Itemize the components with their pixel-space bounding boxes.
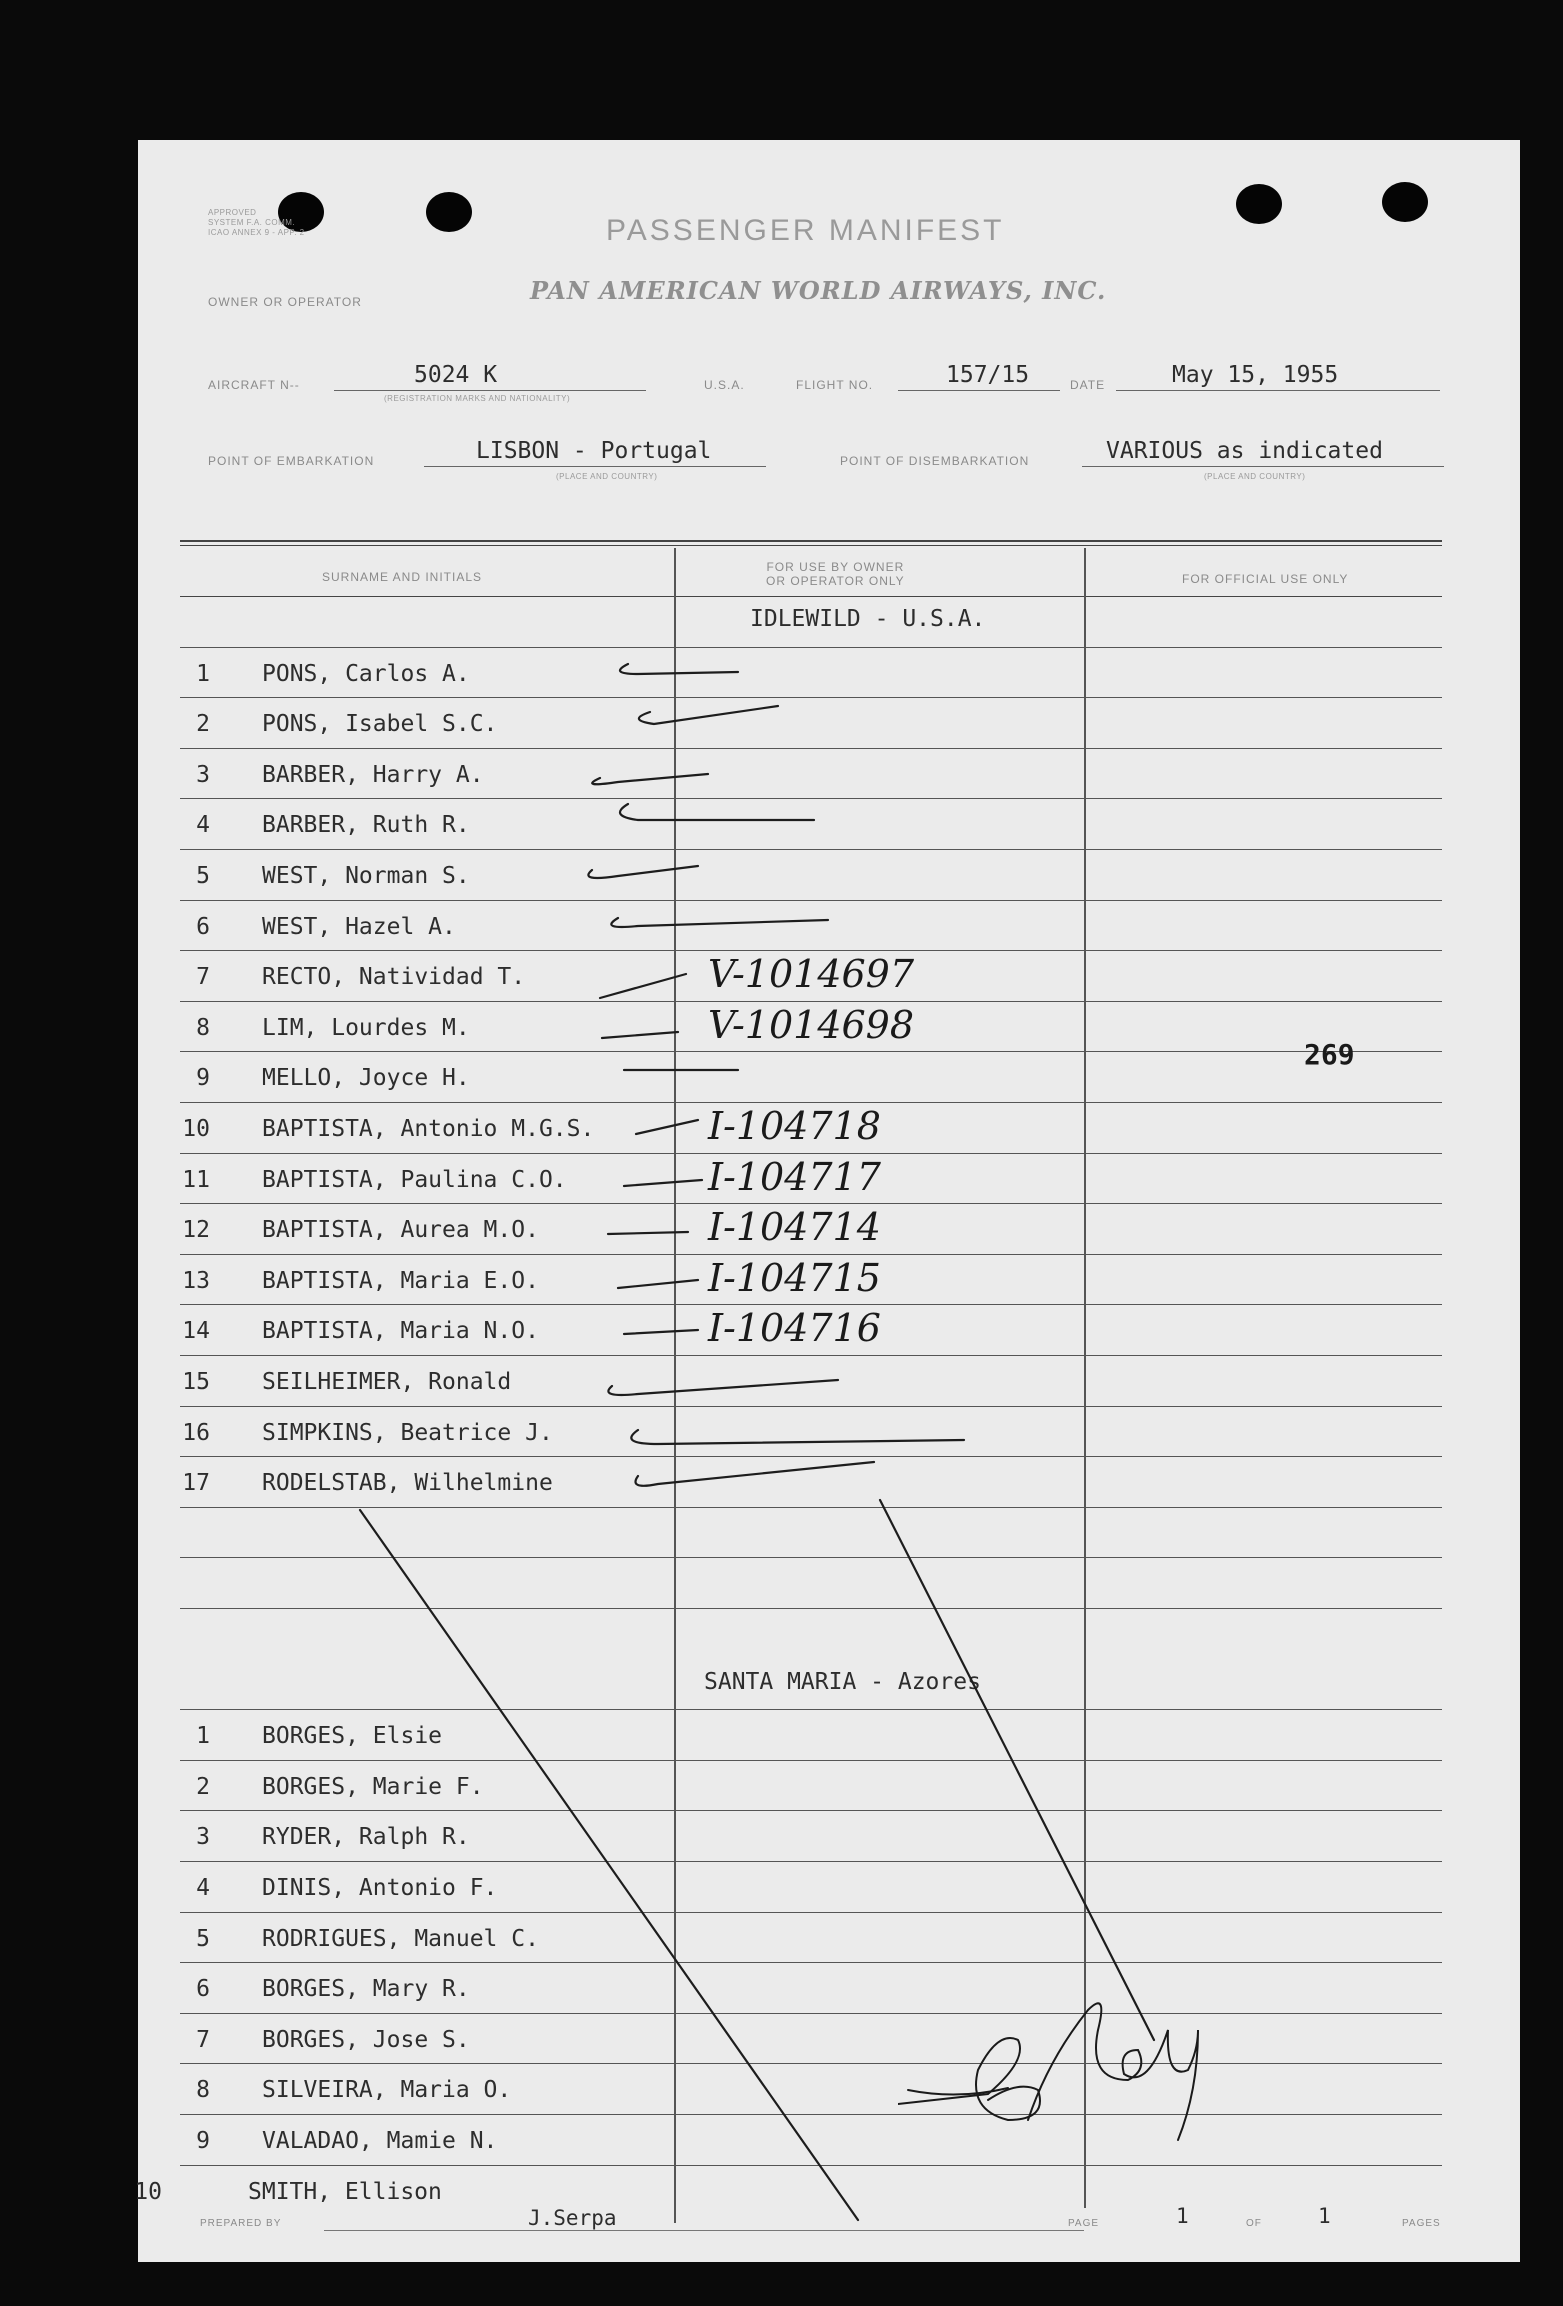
passenger-number: 1	[196, 1723, 210, 1750]
visa-number: V-1014697	[708, 952, 915, 997]
passenger-number: 6	[196, 1976, 210, 2003]
passenger-name: RODRIGUES, Manuel C.	[262, 1925, 539, 1952]
signature	[898, 1970, 1218, 2170]
date-label: DATE	[1070, 378, 1106, 392]
passenger-number: 1	[196, 660, 210, 687]
passenger-number: 12	[182, 1217, 210, 1244]
passenger-name: SILVEIRA, Maria O.	[262, 2077, 512, 2104]
visa-number: I-104718	[708, 1104, 881, 1148]
passenger-number: 10	[182, 1116, 210, 1142]
passenger-number: 17	[182, 1470, 210, 1497]
page-value: 1	[1176, 2204, 1189, 2228]
passenger-name: WEST, Norman S.	[262, 863, 470, 889]
passenger-name: PONS, Carlos A.	[262, 660, 470, 687]
visa-number: I-104714	[708, 1205, 881, 1250]
flight-label: FLIGHT NO.	[796, 378, 874, 392]
aircraft-value: 5024 K	[414, 362, 498, 388]
passenger-number: 2	[196, 711, 210, 738]
passenger-number: 8	[196, 1014, 210, 1041]
passenger-number: 16	[182, 1419, 210, 1446]
passenger-number: 14	[182, 1318, 210, 1345]
approval-note: APPROVED SYSTEM F.A. COMM. ICAO ANNEX 9 - APP. 2	[208, 208, 305, 237]
passenger-number: 9	[196, 2128, 210, 2154]
passenger-number: 8	[196, 2077, 210, 2104]
handwritten-marks	[138, 140, 1520, 2262]
passenger-number: 11	[182, 1166, 210, 1193]
column-header-owner: FOR USE BY OWNER OR OPERATOR ONLY	[766, 560, 905, 588]
visa-number: V-1014698	[708, 1002, 915, 1047]
passenger-name: BORGES, Marie F.	[262, 1773, 484, 1800]
passenger-number: 13	[182, 1267, 210, 1294]
page-label: PAGE	[1068, 2218, 1100, 2229]
visa-number: I-104715	[708, 1255, 881, 1300]
operator-name: PAN AMERICAN WORLD AIRWAYS, INC.	[530, 276, 1107, 305]
passenger-name: SMITH, Ellison	[248, 2178, 442, 2205]
passenger-number: 3	[196, 1824, 210, 1851]
destination-heading: IDLEWILD - U.S.A.	[750, 606, 986, 632]
passenger-name: SIMPKINS, Beatrice J.	[262, 1419, 553, 1446]
passenger-number: 3	[196, 761, 210, 788]
passenger-name: BAPTISTA, Aurea M.O.	[262, 1217, 539, 1244]
passenger-name: BORGES, Elsie	[262, 1723, 443, 1750]
passenger-name: PONS, Isabel S.C.	[262, 711, 498, 738]
passenger-name: BAPTISTA, Antonio M.G.S.	[262, 1116, 595, 1142]
prepared-underline	[324, 2230, 1084, 2231]
destination-heading: SANTA MARIA - Azores	[704, 1668, 981, 1695]
of-label: OF	[1246, 2218, 1262, 2229]
passenger-name: MELLO, Joyce H.	[262, 1065, 470, 1092]
disembark-value: VARIOUS as indicated	[1106, 438, 1383, 464]
manifest-sheet	[134, 140, 1520, 2262]
column-header-official: FOR OFFICIAL USE ONLY	[1182, 572, 1349, 586]
passenger-number: 7	[196, 2026, 210, 2053]
passenger-name: BAPTISTA, Maria E.O.	[262, 1267, 539, 1294]
passenger-name: BORGES, Jose S.	[262, 2026, 470, 2053]
passenger-name: BAPTISTA, Paulina C.O.	[262, 1166, 567, 1193]
passenger-name: LIM, Lourdes M.	[262, 1014, 470, 1041]
pages-label: PAGES	[1402, 2218, 1441, 2229]
usa-label: U.S.A.	[704, 378, 745, 392]
form-title: PASSENGER MANIFEST	[606, 214, 1005, 247]
passenger-number: 4	[196, 812, 210, 839]
operator-label: OWNER OR OPERATOR	[208, 295, 362, 309]
embark-place-note: (PLACE AND COUNTRY)	[556, 472, 658, 481]
passenger-number: 9	[196, 1065, 210, 1092]
embark-label: POINT OF EMBARKATION	[208, 454, 375, 468]
passenger-number: 7	[196, 964, 210, 991]
passenger-name: RYDER, Ralph R.	[262, 1824, 470, 1851]
passenger-name: RODELSTAB, Wilhelmine	[262, 1470, 553, 1497]
passenger-name: BARBER, Harry A.	[262, 761, 484, 788]
visa-number: I-104716	[708, 1306, 881, 1351]
passenger-number: 4	[196, 1875, 210, 1901]
passenger-name: VALADAO, Mamie N.	[262, 2128, 498, 2154]
passenger-name: BARBER, Ruth R.	[262, 812, 470, 839]
column-header-names: SURNAME AND INITIALS	[322, 570, 483, 584]
disembark-place-note: (PLACE AND COUNTRY)	[1204, 472, 1306, 481]
passenger-number: 2	[196, 1773, 210, 1800]
flight-value: 157/15	[946, 362, 1030, 388]
date-value: May 15, 1955	[1172, 362, 1339, 388]
passenger-name: DINIS, Antonio F.	[262, 1875, 498, 1901]
passenger-name: WEST, Hazel A.	[262, 913, 456, 940]
passenger-number: 5	[196, 863, 210, 889]
pages-value: 1	[1318, 2204, 1331, 2228]
passenger-name: BORGES, Mary R.	[262, 1976, 470, 2003]
passenger-number: 6	[196, 913, 210, 940]
disembark-label: POINT OF DISEMBARKATION	[840, 454, 1030, 468]
visa-number: I-104717	[708, 1154, 881, 1199]
registration-note: (REGISTRATION MARKS AND NATIONALITY)	[384, 394, 571, 403]
embark-value: LISBON - Portugal	[476, 438, 712, 464]
aircraft-label: AIRCRAFT N--	[208, 378, 300, 392]
passenger-name: BAPTISTA, Maria N.O.	[262, 1318, 539, 1345]
passenger-number: 15	[182, 1369, 210, 1395]
prepared-by-label: PREPARED BY	[200, 2218, 282, 2229]
passenger-number: 5	[196, 1925, 210, 1952]
passenger-name: SEILHEIMER, Ronald	[262, 1369, 512, 1395]
prepared-by-value: J.Serpa	[528, 2206, 617, 2230]
official-stamp-number: 269	[1304, 1038, 1355, 1071]
passenger-name: RECTO, Natividad T.	[262, 964, 526, 991]
passenger-number: 10	[134, 2178, 162, 2205]
